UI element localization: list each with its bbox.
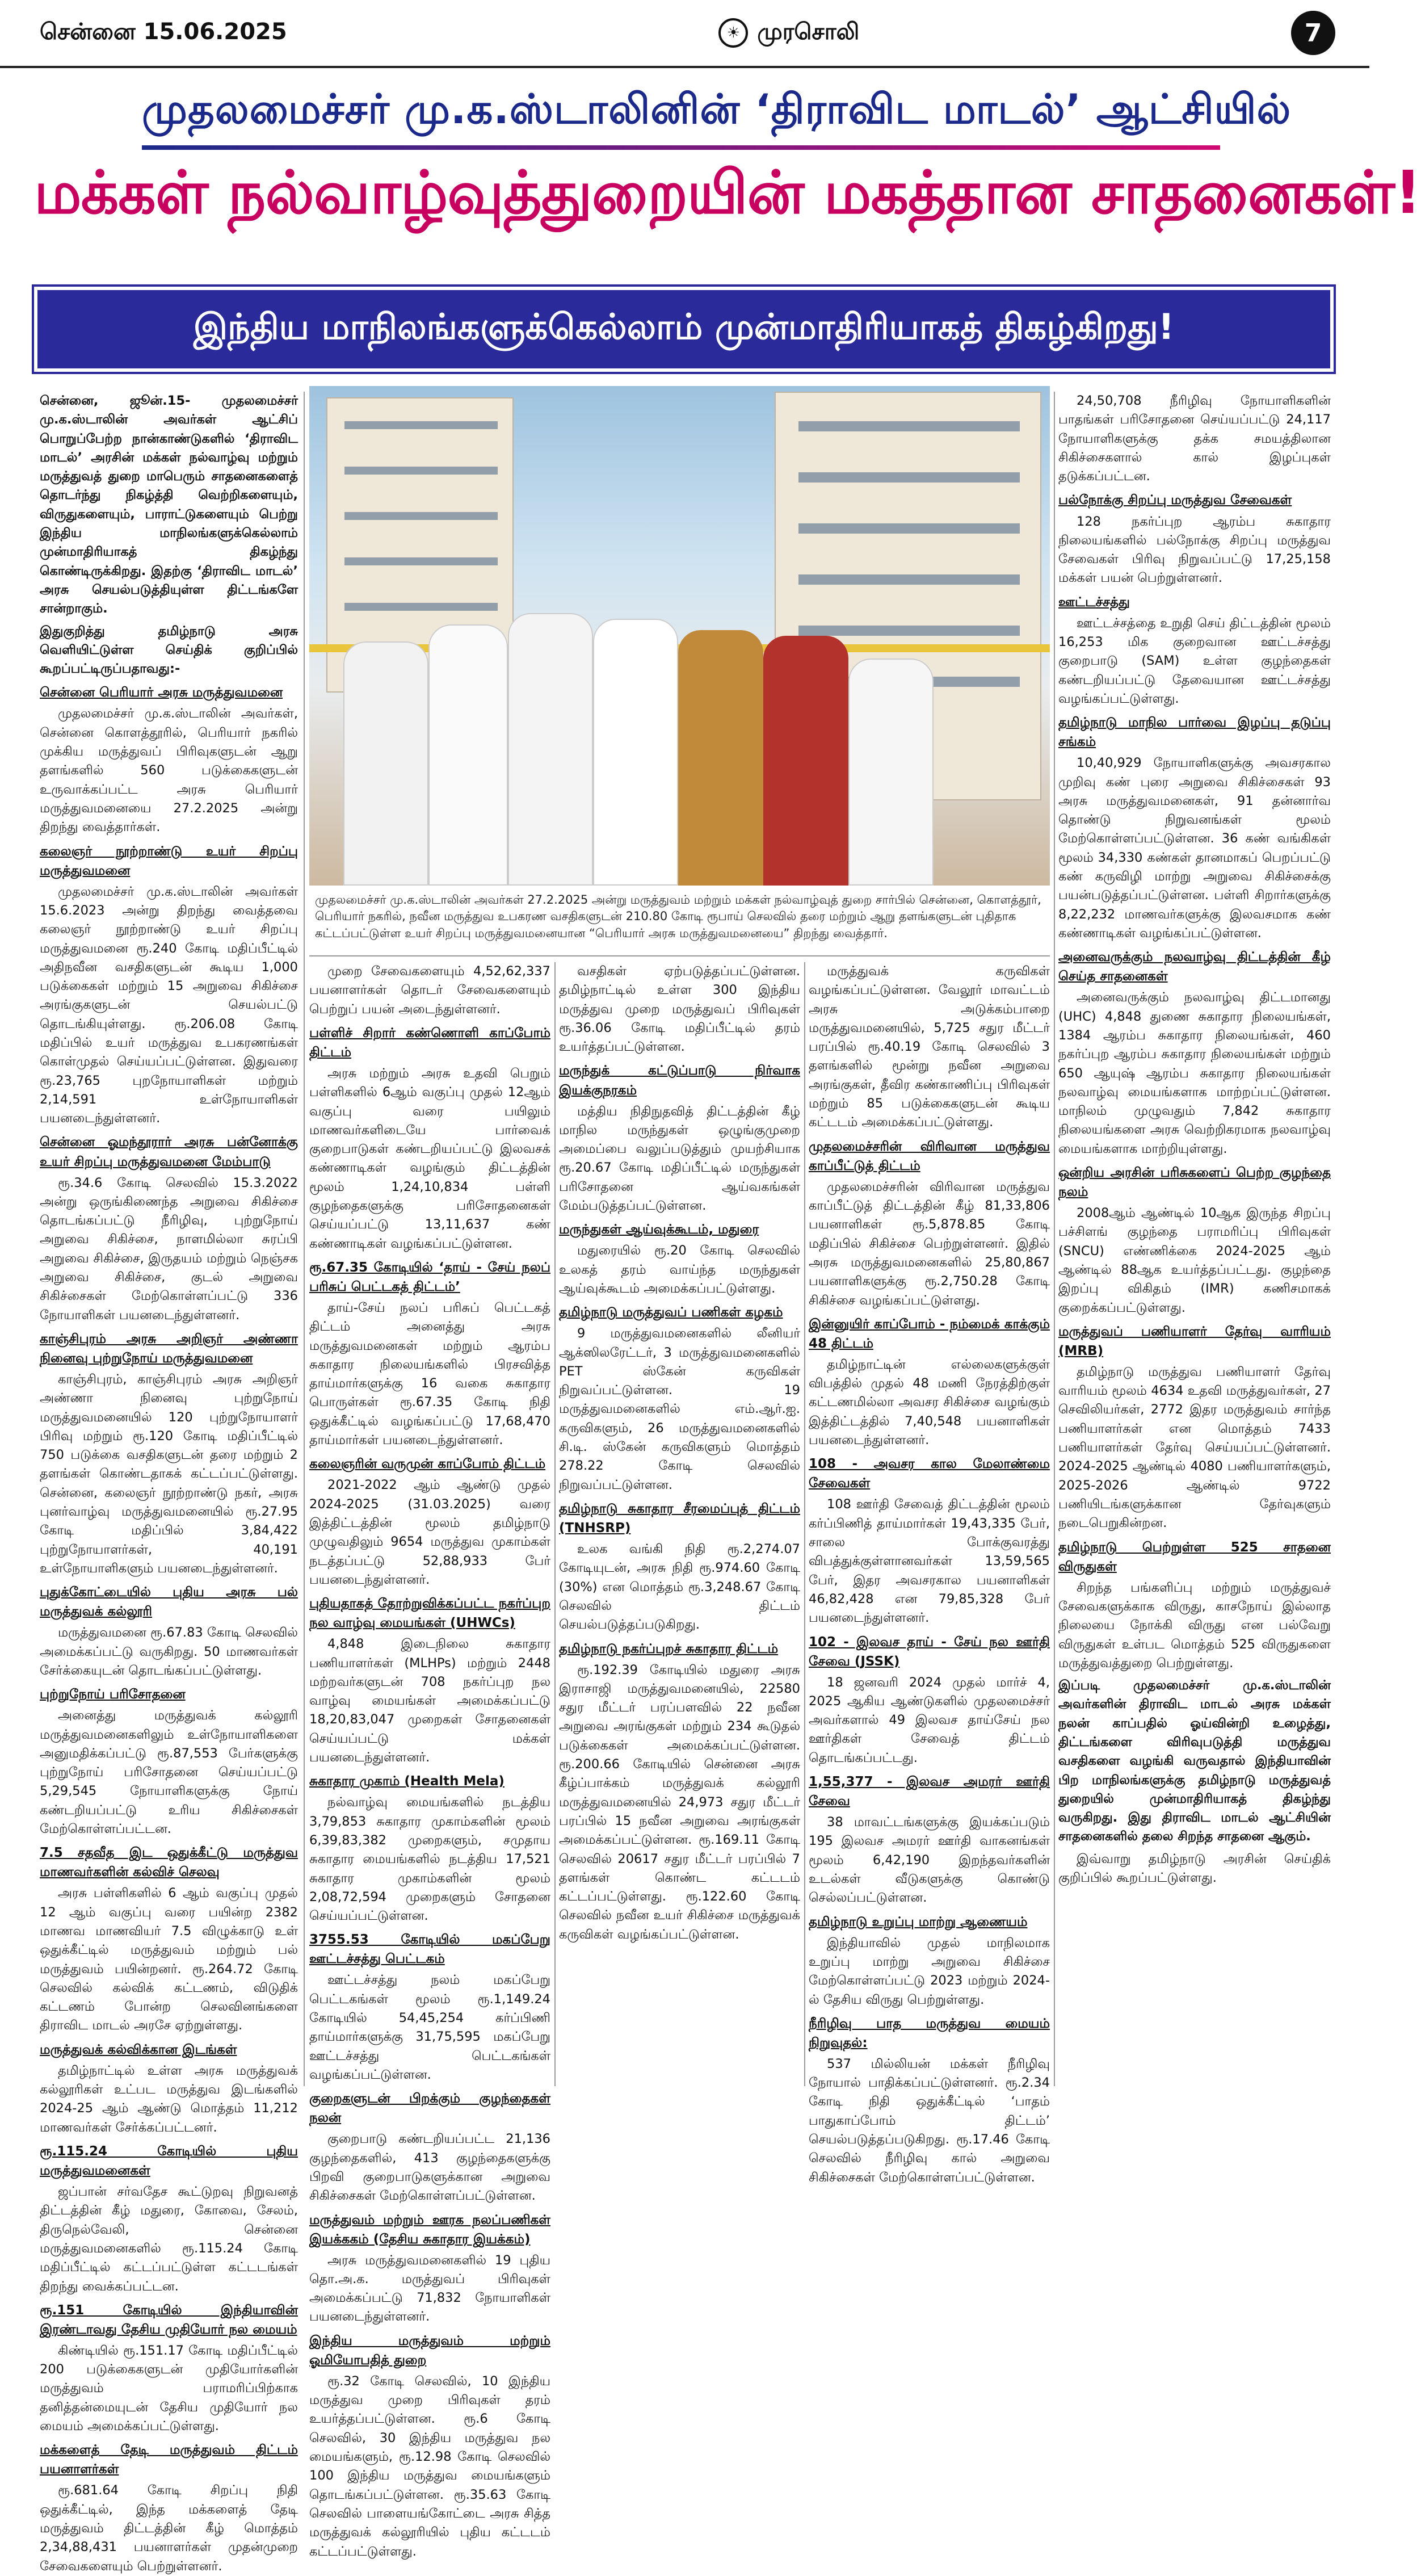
- section-text: தமிழ்நாடு மருத்துவ பணியாளர் தேர்வு வாரியம் மூலம் 4634 உதவி மருத்துவர்கள், 27 செவிலியர்கள், 2772 இதர மருத்துவம் சார்ந்த பணியாளர்கள் என மொத்தம் 7433 பணியாளர்கள் தேர்வு செய்யப்பட்டுள்ளனர். 2024-2025 ஆண்டில் 4080 பணியாளர்களும், 2025-2026 ஆண்டில் 9722 பணியிடங்களுக்கான தேர்வுகளும் நடைபெறுகின்றன.: [1058, 1364, 1331, 1531]
- person-figure: [428, 624, 508, 886]
- section-heading: புற்றுநோய் பரிசோதனை: [40, 1687, 186, 1702]
- kicker-text: முதலமைச்சர் மு.க.ஸ்டாலினின் ‘திராவிட மாடல்’ ஆட்சியில்: [142, 85, 1292, 133]
- section-heading: ரூ.151 கோடியில் இந்தியாவின் இரண்டாவது தேசிய முதியோர் நல மையம்: [40, 2302, 298, 2337]
- section-text: 108 ஊர்தி சேவைத் திட்டத்தின் மூலம் கர்ப்பிணித் தாய்மார்கள் 19,43,335 பேர், சாலை போக்குவரத்து விபத்துக்குள்ளானவர்கள் 13,59,565 பேர், இதர அவசரகால பயனாளிகள் 46,82,428 என 79,85,328 பேர் பயனடைந்துள்ளனர்.: [809, 1497, 1050, 1626]
- masthead: [0, 0, 1369, 68]
- section-text: 2021-2022 ஆம் ஆண்டு முதல் 2024-2025 (31.03.2025) வரை இத்திட்டத்தின் மூலம் தமிழ்நாடு முழுவதிலும் 9654 மருத்துவ முகாம்கள் நடத்தப்பட்டு 52,88,933 பேர் பயனடைந்துள்ளனர்.: [309, 1478, 550, 1587]
- article-column-5: [1058, 392, 1331, 2086]
- column-divider: [304, 392, 305, 2086]
- section-heading: சென்னை ஓமந்தூரார் அரசு பன்னோக்கு உயர் சிறப்பு மருத்துவமனை மேம்பாடு: [40, 1135, 298, 1169]
- person-figure: [343, 641, 428, 886]
- page-number: 7: [1291, 11, 1335, 55]
- article-column-4: [809, 962, 1050, 2185]
- section-text: வசதிகள் ஏற்படுத்தப்பட்டுள்ளன. தமிழ்நாட்டில் உள்ள 300 இந்திய மருத்துவ முறை மருத்துவப் பிரிவுகள் ரூ.36.06 கோடி மதிப்பீட்டில் தரம் உயர்த்தப்பட்டுள்ளன.: [559, 964, 800, 1055]
- section-heading: மருந்துகள் ஆய்வுக்கூடம், மதுரை: [559, 1222, 759, 1237]
- section-text: உலக வங்கி நிதி ரூ.2,274.07 கோடியுடன், அரசு நிதி ரூ.974.60 கோடி (30%) என மொத்தம் ரூ.3,248.67 கோடி செலவில் திட்டம் செயல்படுத்தப்படுகிறது.: [559, 1542, 800, 1633]
- rising-sun-icon: ☀: [718, 18, 748, 48]
- section-text: 2008ஆம் ஆண்டில் 10ஆக இருந்த சிறப்பு பச்சிளங் குழந்தை பராமரிப்பு பிரிவுகள் (SNCU) எண்ணிக்கை 2024-2025 ஆம் ஆண்டில் 88ஆக உயர்த்தப்பட்டது. குழந்தை இறப்பு விகிதம் (IMR) கணிசமாகக் குறைக்கப்பட்டுள்ளது.: [1058, 1206, 1331, 1315]
- column-divider: [554, 962, 556, 2086]
- edition-date: சென்னை 15.06.2025: [40, 18, 287, 45]
- section-text: நல்வாழ்வு மையங்களில் நடத்திய 3,79,853 சுகாதார முகாம்களின் மூலம் 6,39,83,382 முறைகளும், சமுதாய சுகாதார மையங்களில் நடத்திய 17,521 சுகாதார முகாம்களின் மூலம் 2,08,72,594 முறைகளும் சோதனை செய்யப்பட்டுள்ளன.: [309, 1795, 550, 1924]
- section-text: 4,848 இடைநிலை சுகாதார பணியாளர்கள் (MLHPs) மற்றும் 2448 மற்றவர்களுடன் 708 நகர்ப்புற நல வாழ்வு மையங்கள் அமைக்கப்பட்டு 18,20,83,047 முறைகள் சோதனைகள் செய்யப்பட்டு மக்கள் பயனடைந்துள்ளனர்.: [309, 1637, 550, 1765]
- section-text: அரசு மருத்துவமனைகளில் 19 புதிய தொ.அ.க. மருத்துவப் பிரிவுகள் அமைக்கப்பட்டு 71,832 நோயாளிகள் பயனடைந்துள்ளனர்.: [309, 2252, 550, 2325]
- newspaper-brand: [718, 18, 859, 48]
- section-text: முதலமைச்சர் மு.க.ஸ்டாலின் அவர்கள் 15.6.2023 அன்று திறந்து வைத்தவை கலைஞர் நூற்றாண்டு உயர் சிறப்பு மருத்துவமனை ரூ.240 கோடி மதிப்பீட்டில் அதிநவீன வசதிகளுடன் கூடிய 1,000 படுக்கைகள் மற்றும் 15 அறுவை சிகிச்சை அரங்குகளுடன் செயல்பட்டு தொடங்கியுள்ளது. ரூ.206.08 கோடி மதிப்பில் உயர் மருத்துவ உபகரணங்கள் கொள்முதல் செய்யப்பட்டுள்ளன. இதுவரை ரூ.23,765 புறநோயாளிகள் மற்றும் 2,14,591 உள்நோயாளிகள் பயனடைந்துள்ளனர்.: [40, 884, 298, 1126]
- section-heading: புதுக்கோட்டையில் புதிய அரசு பல் மருத்துவக் கல்லூரி: [40, 1585, 298, 1620]
- section-heading: ஒன்றிய அரசின் பரிசுகளைப் பெற்ற குழந்தை நலம்: [1058, 1165, 1331, 1200]
- section-text: ஊட்டச்சத்தை உறுதி செய் திட்டத்தின் மூலம் 16,253 மிக குறைவான ஊட்டச்சத்து குறைபாடு (SAM) உள்ள குழந்தைகள் கண்டறியப்பட்டு தேவையான ஊட்டச்சத்து வழங்கப்பட்டுள்ளது.: [1058, 615, 1331, 706]
- section-text: தாய்-சேய் நலப் பரிசுப் பெட்டகத் திட்டம் அனைத்து அரசு மருத்துவமனைகள் மற்றும் ஆரம்ப சுகாதார நிலையங்களில் பிரசவித்த தாய்மார்களுக்கு 16 வகை சுகாதார பொருள்கள் ரூ.67.35 கோடி நிதி ஒதுக்கீட்டில் வழங்கப்பட்டு 17,68,470 தாய்மார்கள் பயனடைந்துள்ளனர்.: [309, 1300, 550, 1448]
- section-text: மத்திய நிதிநுதவித் திட்டத்தின் கீழ் மாநில மருந்துகள் ஒழுங்குமுறை அமைப்பை வலுப்படுத்தும் முயற்சியாக ரூ.20.67 கோடி மதிப்பீட்டில் மருந்துகள் பரிசோதனை ஆய்வகங்கள் மேம்படுத்தப்பட்டுள்ளன.: [559, 1104, 800, 1214]
- kicker-headline: [142, 85, 1292, 139]
- section-text: முறை சேவைகளையும் 4,52,62,337 பயனாளர்கள் தொடர் சேவைகளையும் பெற்றுப் பயன் அடைந்துள்ளனர்.: [309, 964, 550, 1017]
- section-text: மதுரையில் ரூ.20 கோடி செலவில் உலகத் தரம் வாய்ந்த மருந்துகள் ஆய்வுக்கூடம் அமைக்கப்பட்டுள்ளது.: [559, 1243, 800, 1296]
- section-heading: 7.5 சதவீத இட ஒதுக்கீட்டு மருத்துவ மாணவர்களின் கல்விச் செலவு: [40, 1845, 298, 1880]
- section-heading: இன்னுயிர் காப்போம் - நம்மைக் காக்கும் 48 திட்டம்: [809, 1316, 1050, 1351]
- section-text: இந்தியாவில் முதல் மாநிலமாக உறுப்பு மாற்று அறுவை சிகிச்சை மேற்கொள்ளப்பட்டு 2023 மற்றும் 2024-ல் தேசிய விருது பெற்றுள்ளது.: [809, 1935, 1050, 2007]
- section-text: அனைவருக்கும் நலவாழ்வு திட்டமானது (UHC) 4,848 துணை சுகாதார நிலையங்கள், 1384 ஆரம்ப சுகாதார நிலையங்கள், 460 நகர்ப்புற ஆரம்ப சுகாதார நிலையங்கள் மற்றும் 650 ஆயுஷ் ஆரம்ப சுகாதார நிலையங்கள் நலவாழ்வு மையங்களாக மாற்றப்பட்டுள்ளன. மாநிலம் முழுவதும் 7,842 சுகாதார நிலையங்களை அரசு வெற்றிகரமாக நலவாழ்வு மையங்களாக மாற்றியுள்ளது.: [1058, 990, 1331, 1156]
- section-heading: 1,55,377 - இலவச அமரர் ஊர்தி சேவை: [809, 1774, 1050, 1809]
- section-heading: 108 - அவசர கால மேலாண்மை சேவைகள்: [809, 1457, 1050, 1491]
- section-text: மருத்துவக் கருவிகள் வழங்கப்பட்டுள்ளன. வேலூர் மாவட்டம் அரசு அடுக்கம்பாறை மருத்துவமனையில், 5,725 சதுர மீட்டர் பரப்பில் ரூ.40.19 கோடி செலவில் 3 தளங்களில் மூன்று நவீன அறுவை அரங்குகள், தீவிர கண்காணிப்பு பிரிவுகள் மற்றும் 85 படுக்கைகளுடன் கூடிய கட்டடம் அமைக்கப்பட்டுள்ளது.: [809, 964, 1050, 1130]
- section-text: 537 மில்லியன் மக்கள் நீரிழிவு நோயால் பாதிக்கப்பட்டுள்ளனர். ரூ.2.34 கோடி நிதி ஒதுக்கீட்டில் ‘பாதம் பாதுகாப்போம் திட்டம்’ செயல்படுத்தப்படுகிறது. ரூ.17.46 கோடி செலவில் நீரிழிவு கால் அறுவை சிகிச்சைகள் மேற்கொள்ளப்பட்டுள்ளன.: [809, 2056, 1050, 2185]
- article-lead: சென்னை, ஜூன்.15- முதலமைச்சர் மு.க.ஸ்டாலின் அவர்கள் ஆட்சிப் பொறுப்பேற்ற நான்காண்டுகளில் ‘திராவிட மாடல்’ அரசின் மக்கள் நல்வாழ்வு மற்றும் மருத்துவத் துறை மாபெரும் சாதனைகளைத் தொடர்ந்து நிகழ்த்தி வெற்றிகளையும், விருதுகளையும், பாராட்டுகளையும் பெற்று இந்திய மாநிலங்களுக்கெல்லாம் முன்மாதிரியாகத் திகழ்ந்து கொண்டிருக்கிறது. இதற்கு ‘திராவிட மாடல்’ அரசு செயல்படுத்தியுள்ள திட்டங்களே சான்றாகும்.: [40, 393, 298, 616]
- kicker-underline: [142, 145, 1220, 150]
- section-heading: தமிழ்நாடு உறுப்பு மாற்று ஆணையம்: [809, 1914, 1028, 1929]
- section-heading: குறைகளுடன் பிறக்கும் குழந்தைகள் நலன்: [309, 2091, 550, 2126]
- article-column-1: [40, 392, 298, 2574]
- section-text: ரூ.681.64 கோடி சிறப்பு நிதி ஒதுக்கீட்டில், இந்த மக்களைத் தேடி மருத்துவம் திட்டத்தின் கீழ் மொத்தம் 2,34,88,431 பயனாளர்கள் முதன்முறை சேவைகளையும் பெற்றுள்ளனர்.: [40, 2483, 298, 2574]
- section-text: 18 ஜனவரி 2024 முதல் மார்ச் 4, 2025 ஆகிய ஆண்டுகளில் முதலமைச்சர் அவர்களால் 49 இலவச தாய்சேய் நல ஊர்திகள் சேவைத் திட்டம் தொடங்கப்பட்டது.: [809, 1675, 1050, 1765]
- section-text: முதலமைச்சர் மு.க.ஸ்டாலின் அவர்கள், சென்னை கொளத்தூரில், பெரியார் நகரில் முக்கிய மருத்துவப் பிரிவுகளுடன் ஆறு தளங்களில் 560 படுக்கைகளுடன் உருவாக்கப்பட்ட அரசு பெரியார் மருத்துவமனையை 27.2.2025 அன்று திறந்து வைத்தார்கள்.: [40, 706, 298, 835]
- section-heading: மக்களைத் தேடி மருத்துவம் திட்டம் பயனாளர்கள்: [40, 2443, 298, 2477]
- section-heading: இந்திய மருத்துவம் மற்றும் ஓமியோபதித் துறை: [309, 2333, 550, 2368]
- person-figure: [508, 613, 593, 886]
- section-heading: புதியதாகத் தோற்றுவிக்கப்பட்ட நகர்ப்புற நல வாழ்வு மையங்கள் (UHWCs): [309, 1596, 550, 1631]
- section-text: மருத்துவமனை ரூ.67.83 கோடி செலவில் அமைக்கப்பட்டு வருகிறது. 50 மாணவர்கள் சேர்க்கையுடன் தொடங்கப்பட்டுள்ளது.: [40, 1625, 298, 1678]
- section-text: தமிழ்நாட்டின் எல்லைகளுக்குள் விபத்தில் முதல் 48 மணி நேரத்திற்குள் கட்டணமில்லா அவசர சிகிச்சை வழங்கும் இத்திட்டத்தில் 7,40,548 பயனாளிகள் பயனடைந்துள்ளனர்.: [809, 1357, 1050, 1448]
- section-text: 38 மாவட்டங்களுக்கு இயக்கப்படும் 195 இலவச அமரர் ஊர்தி வாகனங்கள் மூலம் 6,42,190 இறந்தவர்களின் உடல்கள் வீடுகளுக்கு கொண்டு செல்லப்பட்டுள்ளன.: [809, 1815, 1050, 1906]
- section-heading: மருத்துவப் பணியாளர் தேர்வு வாரியம் (MRB): [1058, 1324, 1331, 1358]
- section-text: 24,50,708 நீரிழிவு நோயாளிகளின் பாதங்கள் பரிசோதனை செய்யப்பட்டு 24,117 நோயாளிகளுக்கு தக்க சமயத்திலான சிகிச்சைகளால் கால் இழப்புகள் தடுக்கப்பட்டன.: [1058, 393, 1331, 484]
- section-text: கிண்டியில் ரூ.151.17 கோடி மதிப்பீட்டில் 200 படுக்கைகளுடன் முதியோர்களின் மருத்துவம் பராமரிப்பிற்காக தனித்தன்மையுடன் தேசிய முதியோர் நல மையம் அமைக்கப்பட்டுள்ளது.: [40, 2343, 298, 2434]
- section-text: சிறந்த பங்களிப்பு மற்றும் மருத்துவச் சேவைகளுக்காக விருது, காசநோய் இல்லாத நிலையை நோக்கி விருது என பல்வேறு விருதுகள் உள்பட மொத்தம் 525 விருதுகளை மருத்துவத்துறை பெற்றுள்ளது.: [1058, 1580, 1331, 1671]
- section-heading: முதலமைச்சரின் விரிவான மருத்துவ காப்பீட்டுத் திட்டம்: [809, 1139, 1050, 1173]
- section-heading: கலைஞரின் வருமுன் காப்போம் திட்டம்: [309, 1457, 546, 1472]
- section-text: ரூ.34.6 கோடி செலவில் 15.3.2022 அன்று ஒருங்கிணைந்த அறுவை சிகிச்சை தொடங்கப்பட்டு நீரிழிவு, புற்றுநோய் அறுவை சிகிச்சை, நாளமில்லா சுரப்பி அறுவை சிகிச்சை, இருதயம் மற்றும் நெஞ்சக அறுவை சிகிச்சை, குடல் அறுவை சிகிச்சைகள் மேற்கொள்ளப்பட்டு 336 நோயாளிகள் பயனடைந்துள்ளனர்.: [40, 1175, 298, 1323]
- subheadline-banner: இந்திய மாநிலங்களுக்கெல்லாம் முன்மாதிரியாகத் திகழ்கிறது!: [34, 287, 1334, 372]
- person-figure: [848, 658, 934, 886]
- section-text: தமிழ்நாட்டில் உள்ள அரசு மருத்துவக் கல்லூரிகள் உட்பட மருத்துவ இடங்களில் 2024-25 ஆம் ஆண்டு மொத்தம் 11,212 மாணவர்கள் சேர்க்கப்பட்டனர்.: [40, 2063, 298, 2135]
- section-heading: தமிழ்நாடு மாநில பார்வை இழப்பு தடுப்பு சங்கம்: [1058, 715, 1331, 750]
- section-heading: ரூ.67.35 கோடியில் ‘தாய் - சேய் நலப் பரிசுப் பெட்டகத் திட்டம்’: [309, 1260, 550, 1294]
- section-heading: பள்ளிச் சிறார் கண்ணொளி காப்போம் திட்டம்: [309, 1025, 550, 1060]
- section-text: ரூ.192.39 கோடியில் மதுரை அரசு இராசாஜி மருத்துவமனையில், 22580 சதுர மீட்டர் பரப்பளவில் 22 நவீன அறுவை அரங்குகள் மற்றும் 234 கூடுதல் படுக்கைகள் அமைக்கப்பட்டுள்ளன. ரூ.200.66 கோடியில் சென்னை அரசு கீழ்ப்பாக்கம் மருத்துவக் கல்லூரி மருத்துவமனையில் 24,973 சதுர மீட்டர் பரப்பில் 15 நவீன அறுவை அரங்குகள் அமைக்கப்பட்டுள்ளன. ரூ.169.11 கோடி செலவில் 20617 சதுர மீட்டர் பரப்பில் 7 தளங்கள் கொண்ட கட்டடம் கட்டப்பட்டுள்ளது. ரூ.122.60 கோடி செலவில் நவீன உயர் சிகிச்சை மருத்துவக் கருவிகள் வழங்கப்பட்டுள்ளன.: [559, 1662, 800, 1942]
- section-heading: 3755.53 கோடியில் மகப்பேறு ஊட்டச்சத்து பெட்டகம்: [309, 1932, 550, 1967]
- section-heading: ரூ.115.24 கோடியில் புதிய மருத்துவமனைகள்: [40, 2143, 298, 2178]
- person-figure: [678, 630, 763, 886]
- section-heading: தமிழ்நாடு மருத்துவப் பணிகள் கழகம்: [559, 1305, 783, 1320]
- section-text: அனைத்து மருத்துவக் கல்லூரி மருத்துவமனைகளிலும் உள்நோயாளிகளை அனுமதிக்கப்பட்டு ரூ.87,553 பேர்களுக்கு புற்றுநோய் பரிசோதனை செய்யப்பட்டு 5,29,545 நோயாளிகளுக்கு நோய் கண்டறியப்பட்டு உரிய சிகிச்சைகள் மேற்கொள்ளப்பட்டன.: [40, 1708, 298, 1837]
- section-heading: மருத்துவக் கல்விக்கான இடங்கள்: [40, 2042, 237, 2057]
- section-heading: கலைஞர் நூற்றாண்டு உயர் சிறப்பு மருத்துவமனை: [40, 844, 298, 878]
- section-text: காஞ்சிபுரம், காஞ்சிபுரம் அரசு அறிஞர் அண்ணா நினைவு புற்றுநோய் மருத்துவமனையில் 120 புற்றுநோயாளர் பிரிவு மற்றும் ரூ.120 கோடி மதிப்பீட்டில் 750 படுக்கை வசதிகளுடன் தரை மற்றும் 2 தளங்கள் கொண்டதாகக் கட்டப்பட்டுள்ளது. சென்னை, கலைஞர் நூற்றாண்டு நகர், அரசு புனர்வாழ்வு மருத்துவமனையில் ரூ.27.95 கோடி மதிப்பில் 3,84,422 புற்றுநோயாளர்கள், 40,191 உள்நோயாளிகளும் பயனடைந்துள்ளனர்.: [40, 1371, 298, 1576]
- section-heading: அனைவருக்கும் நலவாழ்வு திட்டத்தின் கீழ் செய்த சாதனைகள்: [1058, 950, 1331, 984]
- column-divider: [1054, 392, 1055, 2086]
- section-heading: சுகாதார முகாம் (Health Mela): [309, 1774, 505, 1789]
- section-text: ரூ.32 கோடி செலவில், 10 இந்திய மருத்துவ முறை பிரிவுகள் தரம் உயர்த்தப்பட்டுள்ளன. ரூ.6 கோடி செலவில், 30 இந்திய மருத்துவ நல மையங்களும், ரூ.12.98 கோடி செலவில் 100 இந்திய மருத்துவ மையங்களும் தொடங்கப்பட்டுள்ளன. ரூ.35.63 கோடி செலவில் பாளையங்கோட்டை அரசு சித்த மருத்துவக் கல்லூரியில் புதிய கட்டடம் கட்டப்பட்டுள்ளது.: [309, 2373, 550, 2559]
- closing-statement: இப்படி முதலமைச்சர் மு.க.ஸ்டாலின் அவர்களின் திராவிட மாடல் அரசு மக்கள் நலன் காப்பதில் ஓய்வின்றி உழைத்து, திட்டங்களை விரிவுபடுத்தி மருத்துவ வசதிகளை வழங்கி வருவதால் இந்தியாவின் பிற மாநிலங்களுக்கு தமிழ்நாடு மருத்துவத் துறையில் முன்மாதிரியாகத் திகழ்ந்து வருகிறது. இது திராவிட மாடல் ஆட்சியின் சாதனைகளில் தலை சிறந்த சாதனை ஆகும்.: [1058, 1678, 1331, 1844]
- section-text: குறைபாடு கண்டறியப்பட்ட 21,136 குழந்தைகளில், 413 குழந்தைகளுக்கு பிறவி குறைபாடுகளுக்கான அறுவை சிகிச்சைகள் மேற்கொள்ளப்பட்டுள்ளன.: [309, 2132, 550, 2204]
- section-heading: மருத்துவம் மற்றும் ஊரக நலப்பணிகள் இயக்ககம் (தேசிய சுகாதார இயக்கம்): [309, 2212, 550, 2247]
- section-heading: தமிழ்நாடு நகர்ப்புறச் சுகாதார திட்டம்: [559, 1641, 779, 1656]
- section-heading: நீரிழிவு பாத மருத்துவ மையம் நிறுவுதல்:: [809, 2016, 1050, 2050]
- photo-caption: முதலமைச்சர் மு.க.ஸ்டாலின் அவர்கள் 27.2.2025 அன்று மருத்துவம் மற்றும் மக்கள் நல்வாழ்வுத் துறை சார்பில் சென்னை, கொளத்தூர், பெரியார் நகரில், நவீன மருத்துவ உபகரண வசதிகளுடன் 210.80 கோடி ரூபாய் செலவில் தரை மற்றும் ஆறு தளங்களுடன் புதிதாக கட்டப்பட்டுள்ள உயர் சிறப்பு மருத்துவமனையான “பெரியார் அரசு மருத்துவமனையை” திறந்து வைத்தார்.: [309, 888, 1050, 956]
- section-heading: பல்நோக்கு சிறப்பு மருத்துவ சேவைகள்: [1058, 493, 1292, 508]
- section-heading: மருந்துக் கட்டுப்பாடு நிர்வாக இயக்குநரகம்: [559, 1063, 800, 1098]
- person-figure: [593, 619, 678, 886]
- section-text: 128 நகர்ப்புற ஆரம்ப சுகாதார நிலையங்களில் பல்நோக்கு சிறப்பு மருத்துவ சேவைகள் பிரிவு நிறுவப்பட்டு 17,25,158 மக்கள் பயன் பெற்றுள்ளனர்.: [1058, 514, 1331, 586]
- section-text: முதலமைச்சரின் விரிவான மருத்துவ காப்பீட்டுத் திட்டத்தின் கீழ் 81,33,806 பயனாளிகள் ரூ.5,878.85 கோடி மதிப்பில் சிகிச்சை பெற்றுள்ளனர். இதில் அரசு மருத்துவமனைகளில் 25,80,867 பயனாளிகளுக்கு ரூ.2,750.28 கோடி சிகிச்சை வழங்கப்பட்டுள்ளது.: [809, 1179, 1050, 1308]
- section-text: அரசு பள்ளிகளில் 6 ஆம் வகுப்பு முதல் 12 ஆம் வகுப்பு வரை பயின்ற 2382 மாணவ மாணவியர் 7.5 விழுக்காடு உள் ஒதுக்கீட்டில் மருத்துவம் மற்றும் பல் மருத்துவம் பயின்றனர். ரூ.264.72 கோடி செலவில் கல்விக் கட்டணம், விடுதிக் கட்டணம் போன்ற செலவினங்களை திராவிட மாடல் அரசே ஏற்றுள்ளது.: [40, 1886, 298, 2033]
- section-heading: சென்னை பெரியார் அரசு மருத்துவமனை: [40, 685, 283, 700]
- main-headline: மக்கள் நல்வாழ்வுத்துறையின் மகத்தான சாதனைகள்!: [34, 158, 1421, 227]
- section-heading: 102 - இலவச தாய் - சேய் நல ஊர்தி சேவை (JSSK): [809, 1634, 1050, 1669]
- article-column-3: [559, 962, 800, 2086]
- inauguration-photo: [309, 386, 1050, 886]
- section-text: ஜப்பான் சர்வதேச கூட்டுறவு நிறுவனத் திட்டத்தின் கீழ் மதுரை, கோவை, சேலம், திருநெல்வேலி, சென்னை மருத்துவமனைகளில் ரூ.115.24 கோடி மதிப்பீட்டில் கட்டப்பட்டுள்ள கட்டடங்கள் திறந்து வைக்கப்பட்டன.: [40, 2184, 298, 2294]
- section-heading: ஊட்டச்சத்து: [1058, 594, 1130, 610]
- section-heading: தமிழ்நாடு சுகாதார சீரமைப்புத் திட்டம் (TNHSRP): [559, 1501, 800, 1535]
- section-text: அரசு மற்றும் அரசு உதவி பெறும் பள்ளிகளில் 6ஆம் வகுப்பு முதல் 12ஆம் வகுப்பு வரை பயிலும் மாணவர்களிடையே பார்வைக் குறைபாடுகள் கண்டறியப்பட்டு இலவசக் கண்ணாடிகள் வழங்கும் திட்டத்தின் மூலம் 1,24,10,834 பள்ளி குழந்தைகளுக்கு பரிசோதனைகள் செய்யப்பட்டு 13,11,637 கண் கண்ணாடிகள் வழங்கப்பட்டுள்ளன.: [309, 1065, 550, 1251]
- section-text: ஊட்டச்சத்து நலம் மகப்பேறு பெட்டகங்கள் மூலம் ரூ.1,149.24 கோடியில் 54,45,254 கர்ப்பிணி தாய்மார்களுக்கு 31,75,595 மகப்பேறு ஊட்டச்சத்து பெட்டகங்கள் வழங்கப்பட்டுள்ளன.: [309, 1973, 550, 2082]
- closing-note: இவ்வாறு தமிழ்நாடு அரசின் செய்திக் குறிப்பில் கூறப்பட்டுள்ளது.: [1058, 1851, 1331, 1886]
- column-divider: [804, 962, 805, 2086]
- newspaper-name: முரசொலி: [757, 18, 860, 45]
- article-intro: இதுகுறித்து தமிழ்நாடு அரசு வெளியிட்டுள்ள செய்திக் குறிப்பில் கூறப்பட்டிருப்பதாவது:-: [40, 623, 298, 677]
- section-text: 10,40,929 நோயாளிகளுக்கு அவசரகால முறிவு கண் புரை அறுவை சிகிச்சைகள் 93 அரசு மருத்துவமனைகள், 91 தன்னார்வ தொண்டு நிறுவனங்கள் மூலம் மேற்கொள்ளப்பட்டுள்ளன. 36 கண் வங்கிகள் மூலம் 34,330 கண்கள் தானமாகப் பெறப்பட்டு கண் கருவிழி மாற்று அறுவை சிகிச்சைக்கு பயன்படுத்தப்பட்டுள்ளன. பள்ளி சிறார்களுக்கு 8,22,232 மாணவர்களுக்கு இலவசமாக கண் கண்ணாடிகள் வழங்கப்பட்டுள்ளன.: [1058, 756, 1331, 941]
- article-column-2: [309, 962, 550, 2559]
- section-heading: தமிழ்நாடு பெற்றுள்ள 525 சாதனை விருதுகள்: [1058, 1539, 1331, 1574]
- person-figure: [763, 636, 848, 886]
- section-text: 9 மருத்துவமனைகளில் லீனியர் ஆக்ஸிலரேட்டர், 3 மருத்துவமனைகளில் PET ஸ்கேன் கருவிகள் நிறுவப்பட்டுள்ளன. 19 மருத்துவமனைகளில் எம்.ஆர்.ஐ. கருவிகளும், 26 மருத்துவமனைகளில் சி.டி. ஸ்கேன் கருவிகளும் மொத்தம் 278.22 கோடி செலவில் நிறுவப்பட்டுள்ளன.: [559, 1326, 800, 1492]
- section-heading: காஞ்சிபுரம் அரசு அறிஞர் அண்ணா நினைவு புற்றுநோய் மருத்துவமனை: [40, 1331, 298, 1366]
